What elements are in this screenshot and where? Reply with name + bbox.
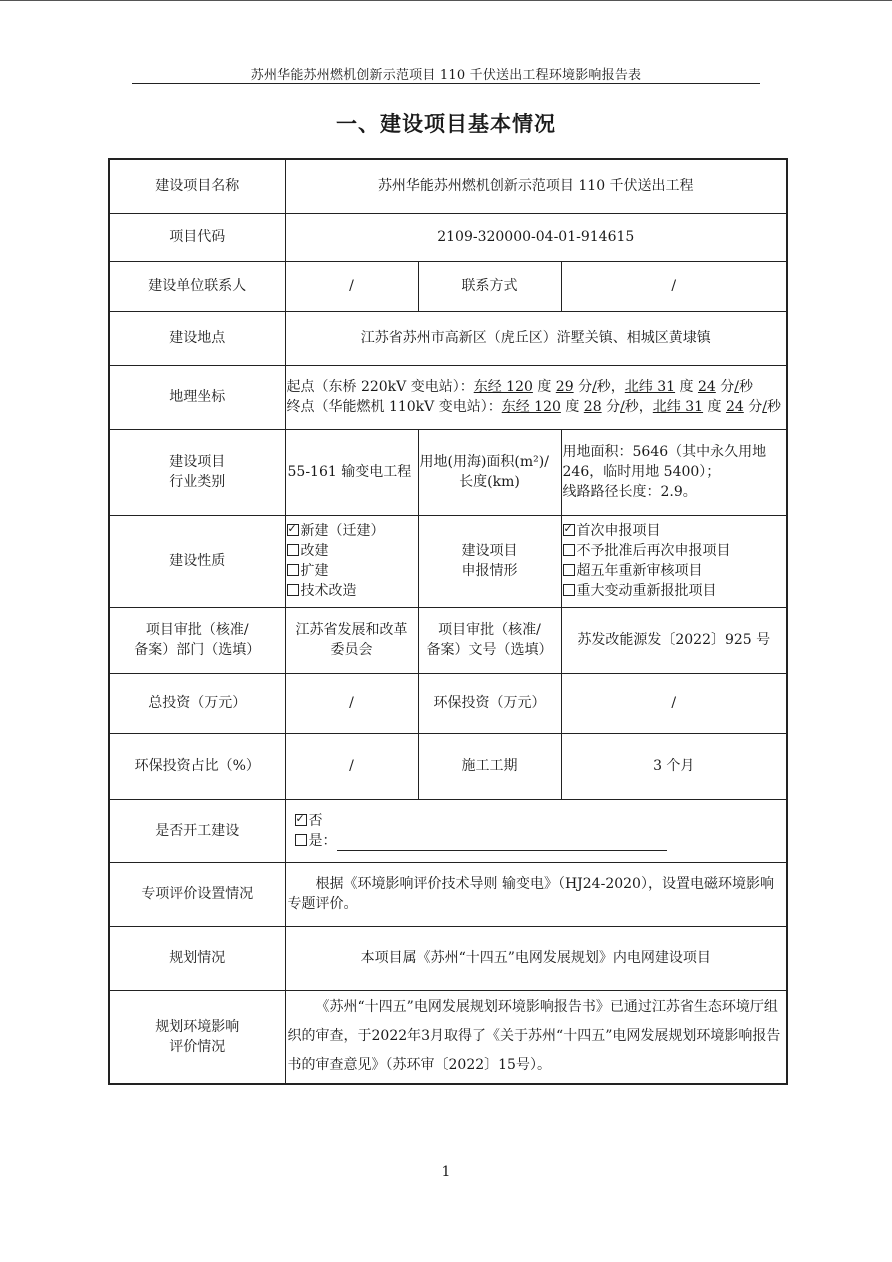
coord-start-min-unit: 分	[573, 379, 593, 395]
row-project-name	[109, 159, 787, 213]
coord-start-label: 起点（东桥 220kV 变电站）：	[286, 379, 474, 395]
label-nature: 建设性质	[109, 515, 285, 607]
coord-start	[287, 377, 786, 397]
row-env-ratio	[109, 733, 787, 799]
value-land-area-line2: 246，临时用地 5400）；	[562, 464, 721, 480]
label-env-ratio: 环保投资占比（%）	[109, 733, 285, 799]
coord-end	[287, 397, 786, 417]
label-land-area-line2: 长度(km)	[459, 474, 520, 490]
coord-end-label: 终点（华能燃机 110kV 变电站）：	[286, 399, 502, 415]
coord-start-lat-deg-unit: 度	[675, 379, 698, 395]
label-approval-dept-line2: 备案）部门（选填）	[134, 642, 261, 658]
declare-option-major-change-label: 重大变动重新报批项目	[576, 583, 717, 599]
nature-option-new-label: 新建（迁建）	[300, 523, 385, 539]
top-border	[0, 0, 892, 1]
running-header: 苏州华能苏州燃机创新示范项目 110 千伏送出工程环境影响报告表	[250, 68, 642, 83]
coord-start-lon-deg: 东经 120	[473, 379, 533, 395]
value-land-area-line1: 用地面积：5646（其中永久用地	[562, 444, 767, 460]
label-approval-doc-line1: 项目审批（核准/	[438, 622, 541, 638]
checkbox-icon[interactable]	[287, 564, 299, 576]
coord-end-lat-min: 24	[725, 399, 744, 415]
started-yes-field[interactable]	[337, 836, 667, 851]
declare-option-first[interactable]	[563, 521, 786, 541]
value-construction-period: 3 个月	[561, 733, 787, 799]
row-investment	[109, 673, 787, 733]
value-project-code: 2109-320000-04-01-914615	[285, 213, 787, 261]
checkbox-checked-icon[interactable]	[563, 524, 575, 536]
value-approval-dept-line1: 江苏省发展和改革	[295, 622, 408, 638]
label-plan-env-line2: 评价情况	[169, 1038, 226, 1055]
header-rule	[132, 83, 760, 84]
row-planning	[109, 926, 787, 990]
checkbox-icon[interactable]	[295, 834, 307, 846]
started-option-no[interactable]	[295, 811, 784, 831]
value-coordinates	[285, 365, 787, 429]
label-declare	[418, 515, 561, 607]
coord-end-lat-deg: 北纬 31	[652, 399, 704, 415]
row-contact	[109, 261, 787, 311]
row-nature	[109, 515, 787, 607]
row-location	[109, 311, 787, 365]
declare-option-major-change[interactable]	[563, 581, 786, 601]
value-env-ratio: /	[285, 733, 418, 799]
started-option-no-label: 否	[308, 812, 323, 829]
coord-start-lat-deg: 北纬 31	[624, 379, 676, 395]
label-land-area-line1: 用地(用海)面积(m²)/	[419, 454, 549, 470]
row-coordinates	[109, 365, 787, 429]
value-project-name: 苏州华能苏州燃机创新示范项目 110 千伏送出工程	[285, 159, 787, 213]
started-option-yes[interactable]	[295, 831, 784, 851]
coord-start-lat-min: 24	[697, 379, 716, 395]
started-options	[285, 799, 787, 862]
label-approval-doc-line2: 备案）文号（选填）	[426, 642, 553, 658]
value-approval-dept-line2: 委员会	[330, 642, 373, 658]
value-approval-dept	[285, 607, 418, 673]
label-plan-env	[109, 990, 285, 1084]
label-industry-line1: 建设项目	[169, 454, 226, 470]
label-env-investment: 环保投资（万元）	[418, 673, 561, 733]
nature-option-tech[interactable]	[287, 581, 417, 601]
coord-start-lon-min: 29	[555, 379, 574, 395]
value-land-area	[561, 429, 787, 515]
coord-start-lat-sec: /	[734, 379, 739, 395]
page-number: 1	[441, 1164, 451, 1180]
nature-option-new[interactable]	[287, 521, 417, 541]
value-contact: /	[285, 261, 418, 311]
value-location: 江苏省苏州市高新区（虎丘区）浒墅关镇、相城区黄埭镇	[285, 311, 787, 365]
nature-option-rebuild-label: 改建	[300, 543, 329, 559]
coord-end-lon-deg: 东经 120	[501, 399, 561, 415]
checkbox-icon[interactable]	[287, 544, 299, 556]
label-declare-line2: 申报情形	[461, 563, 518, 579]
row-special-eval	[109, 862, 787, 926]
row-industry	[109, 429, 787, 515]
value-industry: 55-161 输变电工程	[285, 429, 418, 515]
checkbox-icon[interactable]	[287, 584, 299, 596]
label-plan-env-line1: 规划环境影响	[155, 1018, 240, 1035]
label-land-area	[418, 429, 561, 515]
checkbox-checked-icon[interactable]	[295, 814, 307, 826]
label-planning: 规划情况	[109, 926, 285, 990]
coord-start-lat-sec-unit: 秒	[738, 379, 753, 395]
label-project-code: 项目代码	[109, 213, 285, 261]
value-plan-env: 《苏州“十四五”电网发展规划环境影响报告书》已通过江苏省生态环境厅组织的审查，于2022年3月取得了《关于苏州“十四五”电网发展规划环境影响报告书的审查意见》（苏环审〔2022〕15号）。	[285, 990, 787, 1084]
label-contact-method: 联系方式	[418, 261, 561, 311]
coord-end-min-unit: 分	[601, 399, 621, 415]
value-approval-doc: 苏发改能源发〔2022〕925 号	[561, 607, 787, 673]
row-project-code	[109, 213, 787, 261]
declare-option-resubmit-label: 不予批准后再次申报项目	[576, 543, 731, 559]
checkbox-icon[interactable]	[563, 564, 575, 576]
label-construction-period: 施工工期	[418, 733, 561, 799]
declare-option-five-years[interactable]	[563, 561, 786, 581]
label-location: 建设地点	[109, 311, 285, 365]
section-title: 一、建设项目基本情况	[336, 112, 556, 136]
value-contact-method: /	[561, 261, 787, 311]
coord-end-lon-sec: /	[620, 399, 625, 415]
nature-options	[285, 515, 418, 607]
nature-option-rebuild[interactable]	[287, 541, 417, 561]
nature-option-expand[interactable]	[287, 561, 417, 581]
coord-end-lon-min: 28	[583, 399, 602, 415]
coord-end-lat-sec-unit: 秒	[766, 399, 781, 415]
declare-option-five-years-label: 超五年重新审核项目	[576, 563, 703, 579]
label-approval-dept-line1: 项目审批（核准/	[145, 622, 249, 638]
coord-start-lat-min-unit: 分	[715, 379, 735, 395]
started-option-yes-label: 是：	[308, 832, 337, 849]
coord-end-deg-unit: 度	[560, 399, 584, 415]
value-planning: 本项目属《苏州“十四五”电网发展规划》内电网建设项目	[285, 926, 787, 990]
label-started: 是否开工建设	[109, 799, 285, 862]
value-land-area-line3: 线路路径长度：2.9。	[562, 484, 697, 500]
label-industry-line2: 行业类别	[169, 474, 226, 490]
row-plan-env	[109, 990, 787, 1084]
declare-option-first-label: 首次申报项目	[576, 523, 661, 539]
nature-option-expand-label: 扩建	[300, 563, 329, 579]
project-info-table	[108, 158, 788, 1085]
coord-end-lat-sec: /	[762, 399, 767, 415]
coord-start-deg-unit: 度	[532, 379, 556, 395]
label-approval-doc	[418, 607, 561, 673]
coord-end-lat-deg-unit: 度	[703, 399, 726, 415]
value-special-eval: 根据《环境影响评价技术导则 输变电》（HJ24-2020），设置电磁环境影响专题评价。	[285, 862, 787, 926]
row-approval	[109, 607, 787, 673]
coord-end-sec-unit: 秒，	[624, 399, 653, 415]
row-started	[109, 799, 787, 862]
label-coordinates: 地理坐标	[109, 365, 285, 429]
coord-start-lon-sec: /	[592, 379, 597, 395]
label-special-eval: 专项评价设置情况	[109, 862, 285, 926]
checkbox-icon[interactable]	[563, 584, 575, 596]
declare-options	[561, 515, 787, 607]
label-project-name: 建设项目名称	[109, 159, 285, 213]
label-declare-line1: 建设项目	[461, 543, 518, 559]
checkbox-checked-icon[interactable]	[287, 524, 299, 536]
value-total-investment: /	[285, 673, 418, 733]
value-env-investment: /	[561, 673, 787, 733]
label-total-investment: 总投资（万元）	[109, 673, 285, 733]
coord-end-lat-min-unit: 分	[743, 399, 763, 415]
declare-option-resubmit[interactable]	[563, 541, 786, 561]
checkbox-icon[interactable]	[563, 544, 575, 556]
nature-option-tech-label: 技术改造	[300, 583, 357, 599]
label-industry	[109, 429, 285, 515]
label-approval-dept	[109, 607, 285, 673]
label-contact: 建设单位联系人	[109, 261, 285, 311]
coord-start-sec-unit: 秒，	[596, 379, 625, 395]
